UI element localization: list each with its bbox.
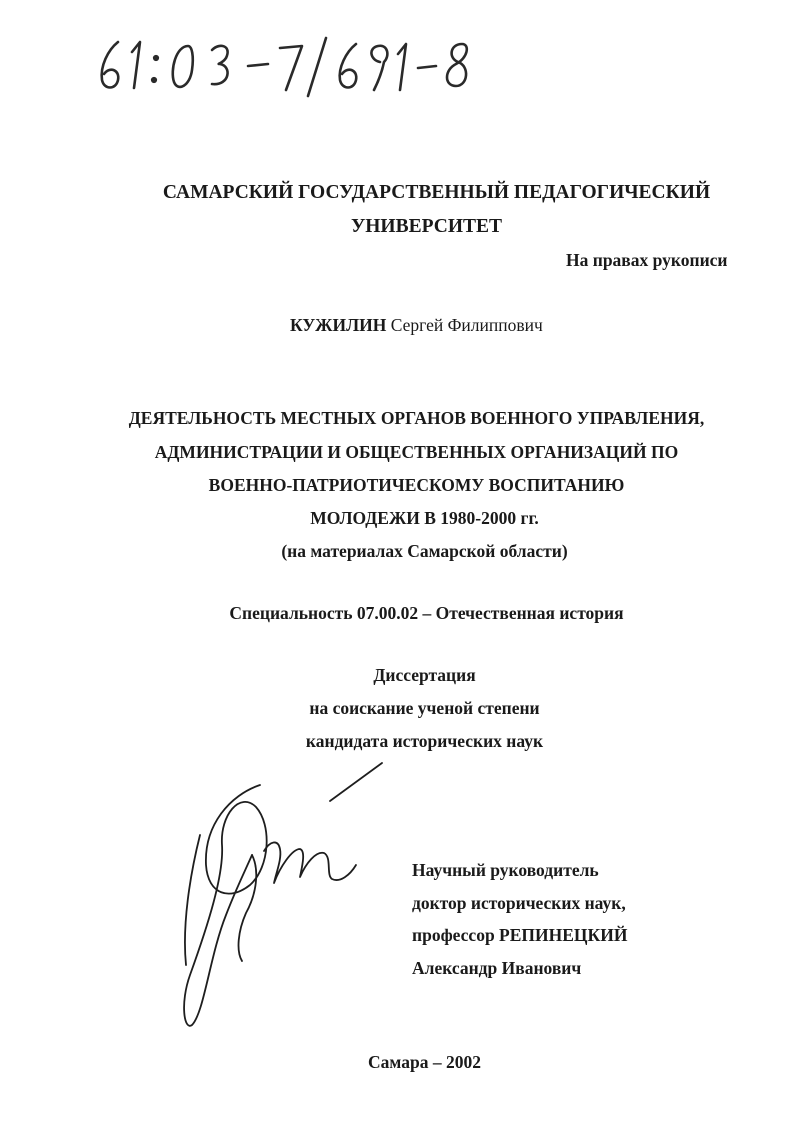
advisor-title-surname: профессор РЕПИНЕЦКИЙ [412,925,628,945]
university-name-line2: УНИВЕРСИТЕТ [350,216,503,237]
degree-line1: Диссертация [373,665,476,685]
archive-code-text: 61:03-7/691-8 [80,30,86,31]
rights-note: На правах рукописи [566,250,728,270]
thesis-title-line1: ДЕЯТЕЛЬНОСТЬ МЕСТНЫХ ОРГАНОВ ВОЕННОГО УПРАВЛЕНИЯ, [128,408,705,428]
thesis-title-line4: МОЛОДЕЖИ В 1980-2000 гг. [310,508,539,528]
author-surname: КУЖИЛИН [290,315,387,335]
degree-line2: на соискание ученой степени [309,698,540,718]
thesis-title-line2: АДМИНИСТРАЦИИ И ОБЩЕСТВЕННЫХ ОРГАНИЗАЦИЙ ПО [154,442,679,462]
signature [160,755,400,1045]
advisor-degree: доктор исторических наук, [412,893,626,913]
degree-line3: кандидата исторических наук [305,731,544,751]
place-year: Самара – 2002 [368,1052,481,1072]
university-name-line1: САМАРСКИЙ ГОСУДАРСТВЕННЫЙ ПЕДАГОГИЧЕСКИЙ [162,182,711,203]
thesis-title-subtitle: (на материалах Самарской области) [281,541,568,561]
author-name [290,315,543,336]
advisor-role: Научный руководитель [412,860,599,880]
author-given-names: Сергей Филиппович [390,315,543,335]
thesis-title-line3: ВОЕННО-ПАТРИОТИЧЕСКОМУ ВОСПИТАНИЮ [208,475,625,495]
advisor-given-names: Александр Иванович [412,958,582,978]
handwritten-archive-code [80,30,480,100]
specialty: Специальность 07.00.02 – Отечественная история [229,603,624,623]
